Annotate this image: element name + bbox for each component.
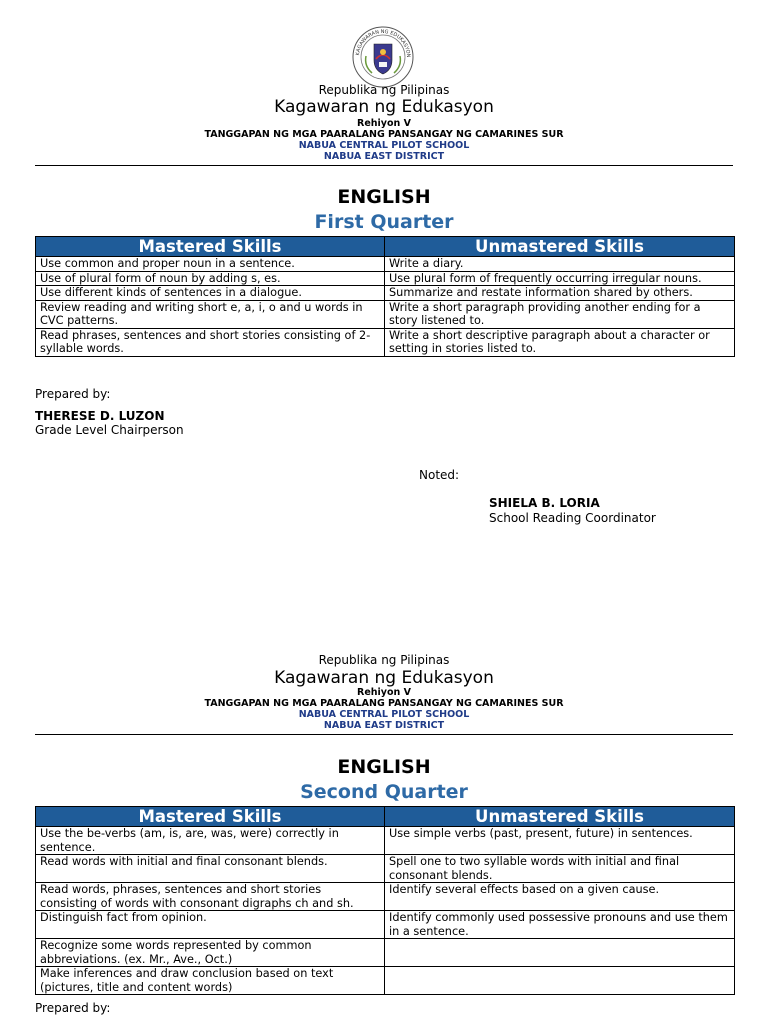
table-row (36, 827, 735, 855)
unmastered-cell: Summarize and restate information shared by others. (385, 286, 735, 301)
mastered-cell: Read words with initial and final consonant blends. (36, 855, 385, 883)
mastered-cell: Recognize some words represented by common abbreviations. (ex. Mr., Ave., Oct.) (36, 939, 385, 967)
unmastered-cell: Write a diary. (385, 257, 735, 272)
republic-label: Republika ng Pilipinas (318, 653, 450, 667)
unmastered-cell: Use plural form of frequently occurring irregular nouns. (385, 271, 735, 286)
department-name: Kagawaran ng Edukasyon (274, 668, 494, 688)
table-row (36, 855, 735, 883)
republic-label: Republika ng Pilipinas (318, 83, 450, 97)
quarter-title: Second Quarter (300, 781, 468, 803)
prepared-by-name: THERESE D. LUZON (35, 409, 165, 423)
unmastered-cell: Write a short paragraph providing another ending for a story listened to. (385, 300, 735, 328)
mastered-cell: Read words, phrases, sentences and short stories consisting of words with consonant digraphs ch and sh. (36, 883, 385, 911)
mastered-header: Mastered Skills (36, 807, 385, 827)
skills-table-q2 (35, 806, 735, 995)
table-header-row (36, 237, 735, 257)
table-row (36, 257, 735, 272)
table-row (36, 883, 735, 911)
table-row (36, 967, 735, 995)
header-divider (35, 734, 733, 735)
unmastered-cell: Identify several effects based on a given cause. (385, 883, 735, 911)
table-row (36, 939, 735, 967)
unmastered-cell: Write a short descriptive paragraph about a character or setting in stories listed to. (385, 328, 735, 356)
mastered-cell: Distinguish fact from opinion. (36, 911, 385, 939)
school-name: NABUA CENTRAL PILOT SCHOOL (298, 709, 470, 720)
mastered-cell: Use different kinds of sentences in a dialogue. (36, 286, 385, 301)
mastered-cell: Use common and proper noun in a sentence. (36, 257, 385, 272)
unmastered-cell: Identify commonly used possessive pronouns and use them in a sentence. (385, 911, 735, 939)
mastered-cell: Review reading and writing short e, a, i, o and u words in CVC patterns. (36, 300, 385, 328)
mastered-cell: Use of plural form of noun by adding s, es. (36, 271, 385, 286)
unmastered-cell: Use simple verbs (past, present, future) in sentences. (385, 827, 735, 855)
quarter-title: First Quarter (314, 211, 454, 233)
division-label: TANGGAPAN NG MGA PAARALANG PANSANGAY NG CAMARINES SUR (204, 698, 564, 709)
unmastered-cell (385, 967, 735, 995)
unmastered-header: Unmastered Skills (385, 237, 735, 257)
noted-name: SHIELA B. LORIA (489, 496, 600, 510)
unmastered-cell: Spell one to two syllable words with initial and final consonant blends. (385, 855, 735, 883)
district-name: NABUA EAST DISTRICT (323, 720, 445, 731)
prepared-by-title: Grade Level Chairperson (35, 423, 184, 437)
mastered-cell: Read phrases, sentences and short stories consisting of 2-syllable words. (36, 328, 385, 356)
seal-text: KAGAWARAN NG EDUKASYON (355, 28, 412, 58)
skills-table-q1 (35, 236, 735, 357)
table-row (36, 300, 735, 328)
subject-title: ENGLISH (337, 756, 431, 778)
subject-title: ENGLISH (337, 186, 431, 208)
unmastered-cell (385, 939, 735, 967)
region-label: Rehiyon V (357, 118, 411, 129)
header-divider (35, 165, 733, 166)
table-row (36, 911, 735, 939)
school-name: NABUA CENTRAL PILOT SCHOOL (298, 140, 470, 151)
prepared-by-label: Prepared by: (35, 387, 111, 401)
district-name: NABUA EAST DISTRICT (323, 151, 445, 162)
mastered-cell: Make inferences and draw conclusion based on text (pictures, title and content words) (36, 967, 385, 995)
region-label: Rehiyon V (357, 687, 411, 698)
prepared-by-label: Prepared by: (35, 1001, 111, 1015)
mastered-header: Mastered Skills (36, 237, 385, 257)
unmastered-header: Unmastered Skills (385, 807, 735, 827)
division-label: TANGGAPAN NG MGA PAARALANG PANSANGAY NG CAMARINES SUR (204, 129, 564, 140)
table-header-row (36, 807, 735, 827)
mastered-cell: Use the be-verbs (am, is, are, was, were) correctly in sentence. (36, 827, 385, 855)
noted-title: School Reading Coordinator (489, 511, 656, 525)
table-row (36, 286, 735, 301)
department-name: Kagawaran ng Edukasyon (274, 97, 494, 117)
deped-seal (352, 26, 414, 88)
table-row (36, 271, 735, 286)
noted-label: Noted: (419, 468, 460, 482)
table-row (36, 328, 735, 356)
